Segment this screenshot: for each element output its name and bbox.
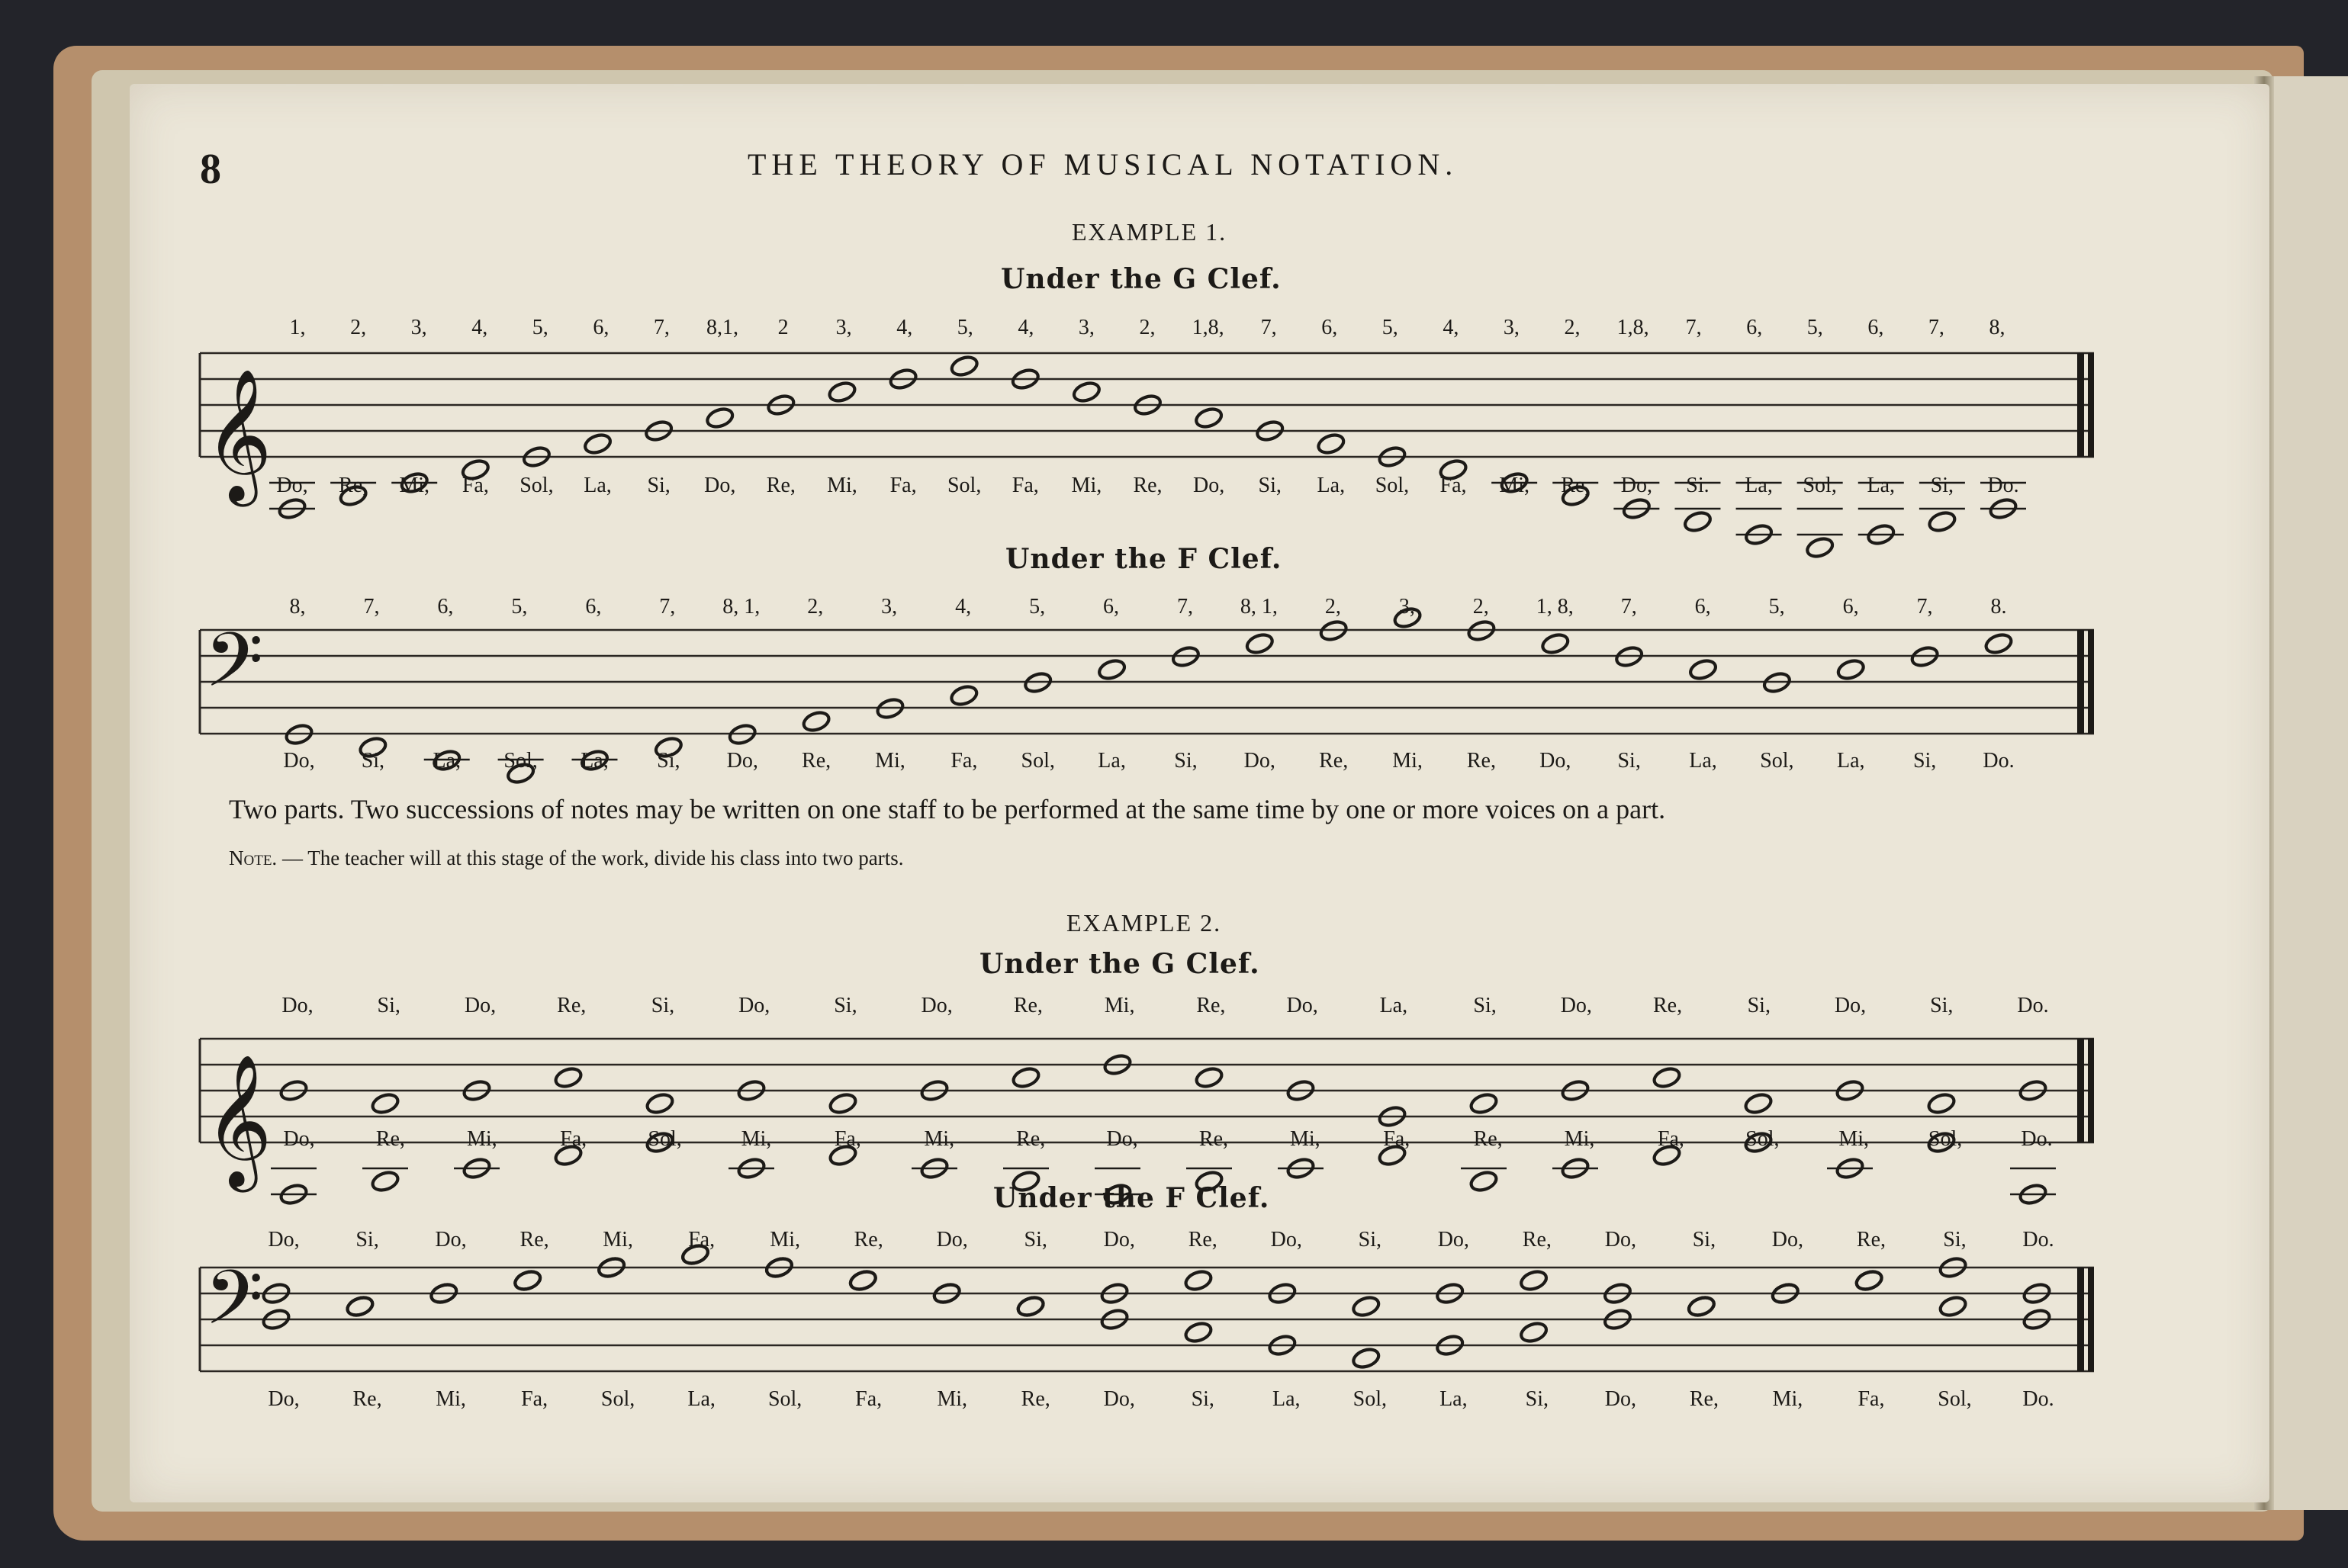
example-2-g-clef-final-bar — [2088, 1039, 2094, 1142]
example-2-f-clef-lower-syllable: Do, — [1604, 1387, 1636, 1411]
example-1-g-clef-note — [1927, 509, 1957, 533]
example-1-f-clef-syllable: Sol, — [1021, 749, 1055, 773]
example-1-g-clef-number: 6, — [1321, 316, 1338, 339]
example-2-f-clef-lower-note — [1854, 1268, 1884, 1292]
example-1-f-clef-syllable: Sol, — [503, 749, 538, 773]
example-1-f-clef-note — [949, 683, 979, 707]
example-1-f-clef-number: 7, — [659, 595, 676, 619]
example-2-g-clef-lower-syllable: Sol, — [1928, 1127, 1963, 1151]
example-1-g-clef-number: 3, — [835, 316, 852, 339]
example-1-g-clef-syllable: Sol, — [947, 474, 982, 497]
example-1-f-clef-number: 2, — [1324, 595, 1341, 619]
example-1-f-clef-number: 5, — [1029, 595, 1046, 619]
example-1-f-clef-note — [1836, 657, 1866, 681]
example-2-g-clef-upper-note — [1743, 1091, 1773, 1115]
example-1-g-clef-syllable: Si, — [1258, 474, 1282, 497]
example-1-f-clef-number: 3, — [1398, 595, 1415, 619]
example-1-f-clef-syllable: Do, — [1539, 749, 1571, 773]
example-2-f-clef-upper-note — [1519, 1268, 1549, 1292]
example-1-f-clef-number: 2, — [807, 595, 824, 619]
example-2-f-clef-lower-syllable: Si, — [1525, 1387, 1549, 1411]
example-1-f-clef-syllable: Fa, — [950, 749, 978, 773]
example-2-g-clef-lower-syllable: Mi, — [466, 1127, 497, 1151]
example-2-g-clef-upper-note — [1011, 1065, 1041, 1089]
example-2-g-clef-lower-syllable: Re, — [375, 1127, 405, 1151]
example-1-f-clef-note — [802, 709, 831, 733]
example-2-f-clef-lower-syllable: Mi, — [937, 1387, 968, 1411]
example-1-f-clef-number: 5, — [1768, 595, 1785, 619]
example-2-f-clef-f-clef-icon: 𝄢 — [204, 1255, 264, 1361]
example-1-g-clef-syllable: Mi, — [399, 474, 430, 497]
example-2-g-clef-upper-syllable: Do, — [281, 994, 314, 1017]
example-1-f-clef-number: 6, — [1694, 595, 1711, 619]
example-1-f-clef-number: 7, — [1916, 595, 1933, 619]
example-1-f-clef-final-bar — [2088, 630, 2094, 734]
example-2-label: EXAMPLE 2. — [1066, 909, 1222, 937]
example-1-f-clef-number: 8, — [289, 595, 306, 619]
example-2-f-clef-lower-note — [1351, 1346, 1381, 1370]
example-1-g-clef-number: 5, — [1806, 316, 1823, 339]
example-2-g-clef-upper-syllable: Do. — [2017, 994, 2049, 1017]
page-number: 8 — [200, 146, 221, 193]
example-1-g-clef-number: 6, — [593, 316, 610, 339]
example-2-g-clef-lower-syllable: Mi, — [1289, 1127, 1320, 1151]
example-1-f-clef-number: 7, — [1176, 595, 1193, 619]
example-1-g-clef-syllable: Mi, — [827, 474, 857, 497]
two-parts-paragraph: Two parts. Two successions of notes may be written on one staff to be performed at the same time by one or more voices on a part. — [229, 794, 1666, 824]
example-1-g-clef-number: 1,8, — [1192, 316, 1224, 339]
example-1-g-clef-heading: Under the G Clef. — [1001, 263, 1282, 295]
example-1-f-clef-number: 7, — [1620, 595, 1637, 619]
example-1-g-clef-syllable: Re, — [1561, 474, 1591, 497]
example-2-f-clef-lower-syllable: Sol, — [1353, 1387, 1387, 1411]
example-2-g-clef-upper-syllable: Re, — [1196, 994, 1226, 1017]
example-1-g-clef-number: 2, — [1139, 316, 1156, 339]
example-1-f-clef-syllable: La, — [1098, 749, 1126, 773]
example-2-f-clef-lower-syllable: Do, — [268, 1387, 300, 1411]
example-1-g-clef-syllable: La, — [584, 474, 612, 497]
example-1-g-clef-number: 4, — [1018, 316, 1034, 339]
example-2-f-clef-upper-syllable: Do, — [1437, 1228, 1469, 1252]
example-1-f-clef-syllable: Si, — [1912, 749, 1937, 773]
example-2-f-clef-lower-syllable: Do, — [1103, 1387, 1135, 1411]
example-2-g-clef-heading: Under the G Clef. — [979, 948, 1260, 980]
example-1-g-clef-g-clef-icon: 𝄞 — [204, 368, 272, 501]
example-2-f-clef-upper-syllable: Si, — [1943, 1228, 1967, 1252]
example-1-g-clef-number: 7, — [1928, 316, 1944, 339]
example-2-f-clef-lower-syllable: Fa, — [521, 1387, 548, 1411]
example-1-f-clef-number: 6, — [437, 595, 454, 619]
example-2-f-clef-upper-syllable: Do, — [1103, 1228, 1135, 1252]
example-2-f-clef-upper-syllable: Si, — [355, 1228, 379, 1252]
example-2-g-clef-upper-note — [553, 1065, 583, 1089]
example-2-f-clef-upper-syllable: Do, — [936, 1228, 968, 1252]
example-2-f-clef-lower-syllable: Sol, — [1938, 1387, 1972, 1411]
example-1-g-clef-syllable: Do, — [276, 474, 308, 497]
example-1-g-clef-syllable: Do, — [704, 474, 736, 497]
example-1-g-clef-syllable: Fa, — [889, 474, 917, 497]
example-2-f-clef-lower-syllable: Fa, — [1857, 1387, 1885, 1411]
example-1-g-clef-number: 7, — [1260, 316, 1277, 339]
example-2-f-clef-upper-syllable: Re, — [854, 1228, 883, 1252]
example-1-f-clef-syllable: Do, — [283, 749, 315, 773]
example-2-f-clef-lower-syllable: Sol, — [600, 1387, 635, 1411]
example-2-g-clef-upper-syllable: Si, — [1473, 994, 1497, 1017]
example-2-g-clef-upper-syllable: Si, — [1747, 994, 1771, 1017]
example-2-f-clef-upper-syllable: Do, — [1604, 1228, 1636, 1252]
example-1-g-clef-number: 8, — [1989, 316, 2005, 339]
example-2-g-clef-upper-syllable: Re, — [557, 994, 587, 1017]
example-1-f-clef-syllable: Do. — [1983, 749, 2015, 773]
example-2-g-clef-upper-syllable: Si, — [1930, 994, 1954, 1017]
example-2-g-clef-upper-syllable: Re, — [1652, 994, 1683, 1017]
example-1-g-clef-syllable: Sol, — [1803, 474, 1837, 497]
example-1-g-clef-number: 6, — [1746, 316, 1763, 339]
example-2-g-clef-lower-syllable: Mi, — [1838, 1127, 1870, 1151]
example-1-g-clef-number: 7, — [1685, 316, 1702, 339]
example-2-g-clef-lower-note — [1468, 1169, 1498, 1193]
example-1-g-clef-syllable: Do, — [1192, 474, 1225, 497]
example-1-f-clef-number: 3, — [881, 595, 898, 619]
example-2-f-clef-lower-note — [1687, 1294, 1716, 1318]
example-1-f-clef-number: 2, — [1472, 595, 1489, 619]
example-1-label: EXAMPLE 1. — [1072, 218, 1227, 246]
example-2-f-clef-lower-syllable: Sol, — [767, 1387, 803, 1411]
example-1-f-clef-syllable: Do, — [726, 749, 758, 773]
example-2-g-clef-upper-syllable: Mi, — [1104, 994, 1135, 1017]
example-2-f-clef-lower-syllable: Do. — [2022, 1387, 2054, 1411]
example-1-f-clef-heading: Under the F Clef. — [1005, 543, 1282, 575]
example-1-f-clef-note — [1097, 657, 1127, 681]
example-2-g-clef-final-bar — [2077, 1039, 2084, 1142]
example-2-g-clef-g-clef-icon: 𝄞 — [204, 1054, 272, 1187]
example-1-f-clef-number: 5, — [511, 595, 528, 619]
example-2-f-clef-upper-syllable: Mi, — [603, 1228, 633, 1252]
example-1-g-clef-syllable: Si. — [1686, 474, 1710, 497]
example-1-g-clef-syllable: Fa, — [1012, 474, 1039, 497]
example-1-f-clef-syllable: Mi, — [875, 749, 905, 773]
example-2-f-clef-final-bar — [2088, 1268, 2094, 1371]
example-2-f-clef-upper-syllable: Do, — [1771, 1228, 1804, 1252]
example-2-f-clef-lower-note — [848, 1268, 878, 1292]
example-1-f-clef-syllable: Re, — [1466, 749, 1496, 773]
example-1-g-clef-syllable: Si, — [1930, 474, 1954, 497]
example-2-g-clef-upper-syllable: Do, — [1834, 994, 1867, 1017]
example-2-g-clef-upper-note — [1926, 1091, 1956, 1115]
example-1-g-clef-number: 3, — [1503, 316, 1520, 339]
example-1-g-clef-number: 2, — [1564, 316, 1581, 339]
example-1-f-clef-syllable: La, — [1689, 749, 1717, 773]
example-2-g-clef-lower-note — [1194, 1169, 1224, 1193]
example-2-g-clef-upper-note — [1652, 1065, 1681, 1089]
example-1-g-clef-note — [1316, 432, 1346, 455]
example-2-g-clef-upper-syllable: Re, — [1013, 994, 1043, 1017]
example-2-g-clef-lower-syllable: Fa, — [560, 1127, 587, 1151]
example-2-g-clef-upper-note — [828, 1091, 857, 1115]
example-2-g-clef-upper-syllable: Do, — [464, 994, 497, 1017]
example-2-g-clef-upper-syllable: Do, — [1560, 994, 1592, 1017]
example-1-g-clef-syllable: Si, — [647, 474, 671, 497]
example-1-g-clef-number: 5, — [957, 316, 973, 339]
example-1-g-clef-syllable: Fa, — [1439, 474, 1467, 497]
example-1-f-clef-number: 6, — [1842, 595, 1859, 619]
example-2-g-clef-upper-note — [645, 1091, 674, 1115]
example-2-g-clef-lower-syllable: Re, — [1473, 1127, 1503, 1151]
example-1-f-clef-number: 4, — [955, 595, 972, 619]
example-2-f-clef-upper-syllable: Mi, — [770, 1228, 800, 1252]
example-1-f-clef-syllable: Si, — [361, 749, 385, 773]
example-1-g-clef-note — [827, 380, 857, 403]
example-1-g-clef-final-bar — [2077, 353, 2084, 457]
example-1-f-clef-number: 8, 1, — [722, 595, 761, 619]
example-1-g-clef-syllable: Sol, — [1375, 474, 1410, 497]
example-2-g-clef-upper-syllable: Si, — [377, 994, 400, 1017]
example-1-f-clef-number: 8. — [1990, 595, 2007, 619]
example-1-g-clef-note — [950, 354, 979, 378]
example-1-g-clef-syllable: Re, — [766, 474, 796, 497]
example-2-g-clef-lower-syllable: Re, — [1016, 1127, 1046, 1151]
example-1-g-clef-note — [583, 432, 613, 455]
example-1-g-clef-number: 8,1, — [706, 316, 738, 339]
example-1-g-clef-syllable: La, — [1317, 474, 1346, 497]
example-2-f-clef-lower-syllable: Si, — [1191, 1387, 1214, 1411]
example-2-f-clef-upper-syllable: Re, — [1188, 1228, 1217, 1252]
example-1-f-clef-note — [1983, 631, 2013, 655]
example-2-g-clef-lower-syllable: Mi, — [741, 1127, 772, 1151]
example-2-g-clef-upper-syllable: Do, — [738, 994, 770, 1017]
example-1-g-clef-number: 3, — [410, 316, 427, 339]
example-1-g-clef-number: 3, — [1078, 316, 1095, 339]
example-2-g-clef-lower-syllable: Re, — [1198, 1127, 1229, 1151]
example-1-f-clef-syllable: Re, — [802, 749, 831, 773]
example-2-f-clef-lower-syllable: La, — [1439, 1387, 1468, 1411]
example-2-g-clef-lower-syllable: Fa, — [1657, 1127, 1684, 1151]
example-1-f-clef-syllable: La, — [581, 749, 609, 773]
example-2-f-clef-upper-syllable: Re, — [1856, 1228, 1886, 1252]
example-2-f-clef-lower-syllable: Re, — [352, 1387, 382, 1411]
example-2-g-clef-upper-syllable: Si, — [651, 994, 675, 1017]
example-2-g-clef-upper-syllable: Do, — [921, 994, 953, 1017]
example-1-g-clef-syllable: Do, — [1620, 474, 1652, 497]
example-2-f-clef-lower-note — [1183, 1320, 1213, 1344]
example-1-f-clef-note — [1245, 631, 1275, 655]
example-2-g-clef-upper-note — [1194, 1065, 1224, 1089]
example-2-f-clef-upper-note — [1351, 1294, 1381, 1318]
example-1-g-clef-number: 4, — [896, 316, 913, 339]
example-1-g-clef-note — [1683, 509, 1713, 533]
example-2-f-clef-upper-syllable: Do, — [435, 1228, 467, 1252]
example-1-f-clef-note — [1688, 657, 1718, 681]
example-2-f-clef-lower-syllable: Fa, — [855, 1387, 883, 1411]
example-2-g-clef-lower-syllable: Sol, — [648, 1127, 682, 1151]
example-1-g-clef-syllable: La, — [1745, 474, 1773, 497]
example-2-f-clef-lower-syllable: Mi, — [1772, 1387, 1803, 1411]
example-2-f-clef-upper-syllable: Si, — [1692, 1228, 1716, 1252]
example-1-f-clef-syllable: Sol, — [1760, 749, 1794, 773]
example-2-f-clef-upper-syllable: Do, — [1270, 1228, 1302, 1252]
running-head: THE THEORY OF MUSICAL NOTATION. — [748, 147, 1459, 182]
example-2-g-clef-lower-syllable: Do, — [283, 1127, 315, 1151]
example-1-f-clef-syllable: La, — [1836, 749, 1865, 773]
example-1-g-clef-note — [705, 406, 735, 429]
example-1-f-clef-number: 6, — [585, 595, 602, 619]
example-2-g-clef-lower-syllable: Fa, — [834, 1127, 861, 1151]
example-2-g-clef-lower-syllable: Mi, — [924, 1127, 955, 1151]
example-2-f-clef-upper-note — [1938, 1294, 1968, 1318]
example-2-g-clef-upper-syllable: Do, — [1286, 994, 1318, 1017]
example-1-f-clef-number: 8, 1, — [1240, 595, 1278, 619]
example-2-f-clef-upper-syllable: Si, — [1024, 1228, 1047, 1252]
example-2-g-clef-upper-syllable: La, — [1379, 994, 1408, 1017]
example-2-f-clef-upper-syllable: Do, — [268, 1228, 300, 1252]
example-1-g-clef-number: 6, — [1867, 316, 1884, 339]
example-2-f-clef-lower-syllable: Re, — [1689, 1387, 1719, 1411]
example-1-g-clef-syllable: Do. — [1987, 474, 2019, 497]
example-2-g-clef-upper-note — [1468, 1091, 1498, 1115]
example-1-g-clef-number: 4, — [471, 316, 488, 339]
example-2-g-clef-upper-syllable: Si, — [834, 994, 857, 1017]
example-1-g-clef-note — [1194, 406, 1224, 429]
example-1-f-clef-syllable: Si, — [1174, 749, 1198, 773]
example-1-f-clef-syllable: Si, — [657, 749, 680, 773]
example-1-g-clef-number: 2 — [777, 316, 789, 339]
example-1-g-clef-number: 2, — [350, 316, 367, 339]
example-1-f-clef-note — [1540, 631, 1570, 655]
example-2-f-clef-upper-syllable: Fa, — [688, 1228, 716, 1252]
example-2-g-clef-lower-syllable: Mi, — [1564, 1127, 1595, 1151]
example-2-f-clef-lower-note — [345, 1294, 375, 1318]
example-2-f-clef-upper-syllable: Si, — [1358, 1228, 1381, 1252]
example-2-g-clef-upper-note — [370, 1091, 400, 1115]
example-1-g-clef-syllable: Re, — [1133, 474, 1163, 497]
example-2-f-clef-lower-syllable: Re, — [1021, 1387, 1050, 1411]
example-2-g-clef-lower-note — [370, 1169, 400, 1193]
example-1-g-clef-syllable: La, — [1867, 474, 1896, 497]
example-1-f-clef-f-clef-icon: 𝄢 — [204, 617, 264, 723]
example-2-g-clef-lower-syllable: Sol, — [1745, 1127, 1780, 1151]
example-1-g-clef-note — [1805, 535, 1835, 559]
example-1-f-clef-syllable: Si, — [1617, 749, 1641, 773]
example-2-g-clef-lower-syllable: Do. — [2021, 1127, 2053, 1151]
example-1-g-clef-note — [1072, 380, 1102, 403]
example-1-g-clef-number: 1, — [289, 316, 306, 339]
example-2-f-clef-lower-syllable: Mi, — [436, 1387, 466, 1411]
example-1-f-clef-number: 7, — [363, 595, 380, 619]
example-2-f-clef-upper-note — [1183, 1268, 1213, 1292]
example-1-f-clef-final-bar — [2077, 630, 2084, 734]
example-1-g-clef-number: 1,8, — [1616, 316, 1649, 339]
example-1-g-clef-syllable: Mi, — [1499, 474, 1529, 497]
example-1-g-clef-syllable: Mi, — [1071, 474, 1102, 497]
example-1-g-clef-number: 5, — [1381, 316, 1398, 339]
example-1-g-clef-number: 7, — [653, 316, 670, 339]
note-text: — The teacher will at this stage of the work, divide his class into two parts. — [277, 847, 904, 869]
example-2-f-clef-lower-syllable: La, — [1272, 1387, 1301, 1411]
example-2-f-clef-lower-note — [1016, 1294, 1046, 1318]
example-1-g-clef-final-bar — [2088, 353, 2094, 457]
example-2-g-clef-lower-syllable: Do, — [1106, 1127, 1138, 1151]
example-1-g-clef-number: 5, — [532, 316, 548, 339]
note-label: Note. — [229, 847, 278, 869]
example-2-f-clef-lower-syllable: La, — [687, 1387, 716, 1411]
example-2-f-clef-lower-note — [513, 1268, 542, 1292]
example-2-f-clef-lower-note — [1519, 1320, 1549, 1344]
example-1-f-clef-syllable: Do, — [1243, 749, 1275, 773]
example-2-f-clef-upper-syllable: Do. — [2022, 1228, 2054, 1252]
example-2-f-clef-upper-syllable: Re, — [519, 1228, 549, 1252]
example-1-f-clef-number: 6, — [1103, 595, 1120, 619]
example-1-f-clef-syllable: La, — [433, 749, 462, 773]
example-2-g-clef-lower-syllable: Fa, — [1383, 1127, 1410, 1151]
example-1-f-clef-syllable: Mi, — [1392, 749, 1423, 773]
example-1-g-clef-syllable: Fa, — [462, 474, 489, 497]
example-1-f-clef-syllable: Re, — [1319, 749, 1349, 773]
example-2-f-clef-heading: Under the F Clef. — [993, 1182, 1270, 1214]
example-1-g-clef-syllable: Re, — [339, 474, 368, 497]
example-1-g-clef-number: 4, — [1443, 316, 1459, 339]
example-1-f-clef-number: 1, 8, — [1536, 595, 1574, 619]
example-1-g-clef-syllable: Sol, — [519, 474, 554, 497]
example-2-f-clef-upper-syllable: Re, — [1522, 1228, 1552, 1252]
example-2-g-clef-lower-note — [1011, 1169, 1041, 1193]
example-2-f-clef-final-bar — [2077, 1268, 2084, 1371]
